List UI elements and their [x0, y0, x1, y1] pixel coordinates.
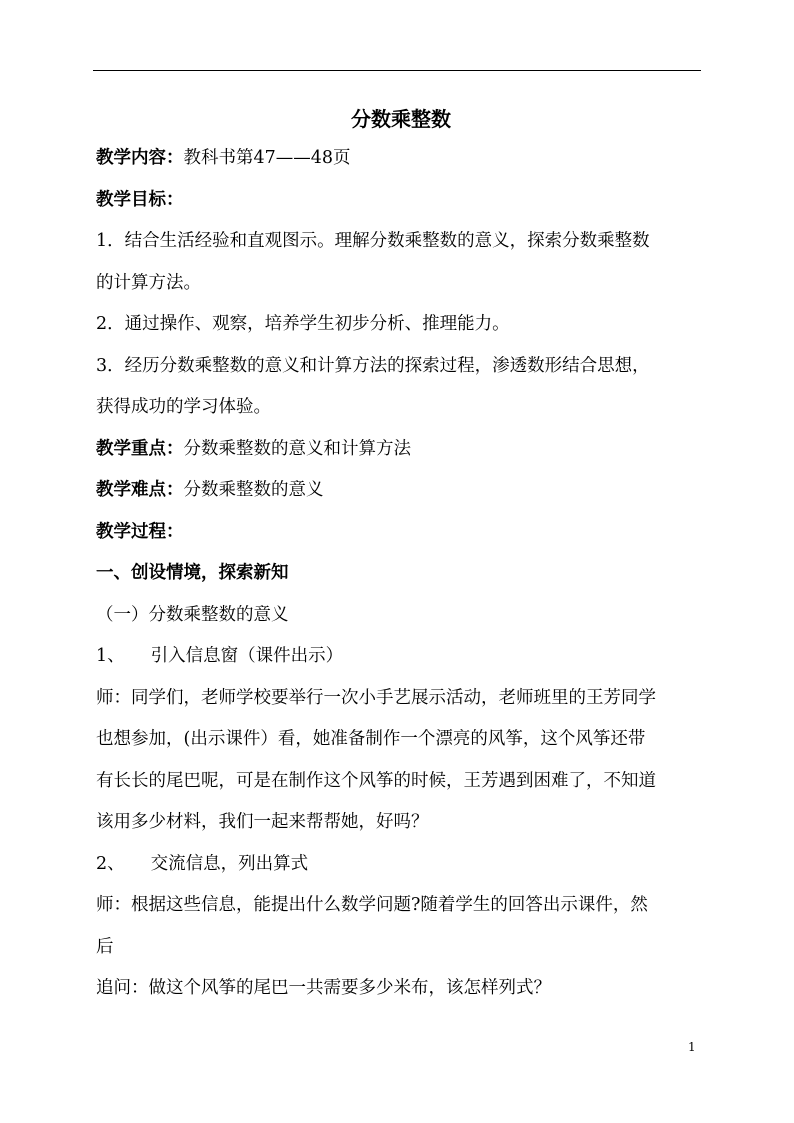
step-1-text: 引入信息窗（课件出示） [150, 646, 344, 666]
page-number: 1 [688, 1040, 696, 1054]
document-body [96, 100, 706, 1010]
step-2 [96, 844, 706, 886]
key-point [96, 429, 706, 471]
key-point-text: 分数乘整数的意义和计算方法 [183, 438, 411, 459]
step-1-number: 1、 [96, 646, 125, 666]
paragraph-1-line-4: 该用多少材料，我们一起来帮帮她，好吗？ [96, 812, 429, 832]
step-1 [96, 636, 706, 678]
document-title: 分数乘整数 [351, 107, 451, 131]
step-2-text: 交流信息，列出算式 [150, 853, 309, 874]
step-2-number: 2、 [96, 853, 125, 874]
teaching-content-text: 教科书第47——48页 [183, 148, 351, 168]
paragraph-1-line-2: 也想参加，(出示课件）看，她准备制作一个漂亮的风筝，这个风筝还带 [96, 729, 646, 749]
header-rule [93, 70, 701, 71]
objective-2: 2．通过操作、观察，培养学生初步分析、推理能力。 [96, 314, 510, 334]
teaching-content-label: 教学内容： [96, 148, 184, 168]
difficulty-text: 分数乘整数的意义 [183, 480, 324, 500]
key-point-label: 教学重点： [96, 438, 184, 459]
objective-1-line-2: 的计算方法。 [96, 272, 201, 293]
objectives-label: 教学目标： [96, 189, 184, 210]
objective-3-line-1: 3．经历分数乘整数的意义和计算方法的探索过程，渗透数形结合思想， [96, 355, 650, 376]
subsection-1-heading: （一）分数乘整数的意义 [96, 604, 289, 625]
paragraph-3: 追问：做这个风筝的尾巴一共需要多少米布，该怎样列式？ [96, 978, 551, 998]
teaching-content [96, 138, 706, 180]
difficulty-label: 教学难点： [96, 480, 184, 500]
objective-3-line-2: 获得成功的学习体验。 [96, 397, 271, 417]
paragraph-2-line-1: 师：根据这些信息，能提出什么数学问题?随着学生的回答出示课件，然 [96, 895, 648, 915]
process-label: 教学过程： [96, 521, 184, 542]
paragraph-2-line-2: 后 [96, 936, 114, 957]
paragraph-1-line-1: 师：同学们，老师学校要举行一次小手艺展示活动，老师班里的王芳同学 [96, 687, 656, 708]
paragraph-1-line-3: 有长长的尾巴呢，可是在制作这个风筝的时候，王芳遇到困难了，不知道 [96, 770, 656, 791]
difficulty [96, 470, 706, 512]
section-1-heading: 一、创设情境，探索新知 [96, 563, 289, 583]
objective-1-line-1: 1．结合生活经验和直观图示。理解分数乘整数的意义，探索分数乘整数 [96, 231, 650, 251]
